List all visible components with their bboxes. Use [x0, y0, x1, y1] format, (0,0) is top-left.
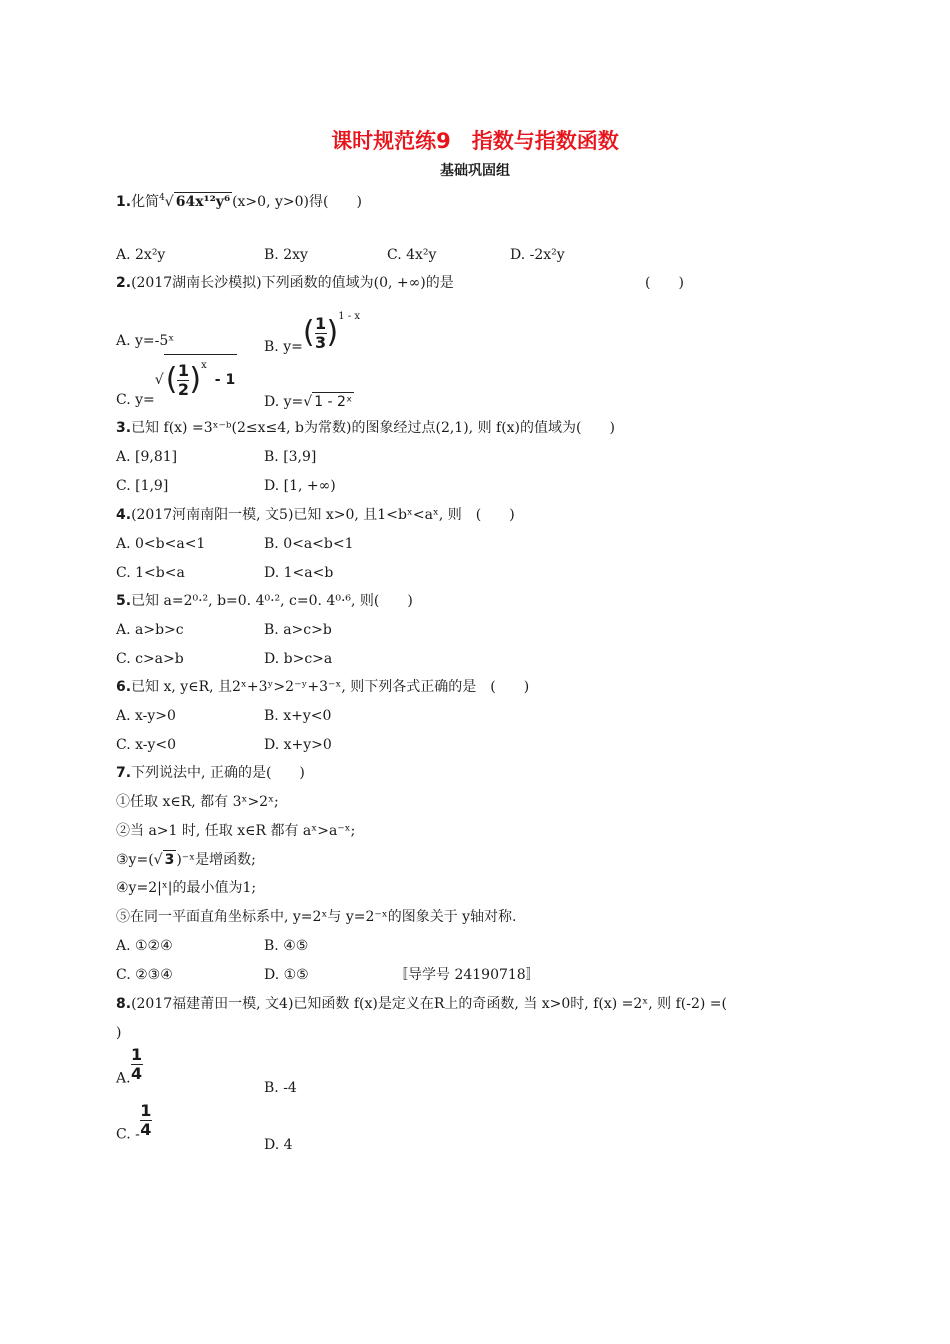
statement-1: ①任取 x∈R, 都有 3ˣ>2ˣ; — [116, 794, 279, 810]
option-d: D. 4 — [264, 1137, 293, 1153]
exponent: 1 - x — [338, 311, 361, 322]
question-number: 8. — [116, 996, 132, 1012]
question-8 — [116, 995, 727, 1013]
option-d: D. -2x²y — [510, 247, 565, 263]
option-label: B. y= — [264, 339, 303, 355]
option-d: D. b>c>a — [264, 651, 333, 667]
option-b: B. x+y<0 — [264, 708, 332, 724]
option-b: B. y=( $\frac{1}{3}$ )$^{1 - x}$ — [264, 311, 361, 355]
root-index: 4 — [159, 193, 165, 203]
answer-paren: ( ) — [645, 275, 684, 291]
question-number: 1. — [116, 194, 132, 210]
page-title: 课时规范练9 指数与指数函数 — [331, 129, 619, 153]
option-a: A. 0<b<a<1 — [116, 536, 206, 552]
option-c: C. [1,9] — [116, 478, 169, 494]
question-text: 已知 f(x) =3ˣ⁻ᵇ(2≤x≤4, b为常数)的图象经过点(2,1), 则 f(x)的值域为( ) — [131, 420, 615, 436]
fraction: $\frac{1}{4}$ — [140, 1101, 152, 1139]
question-number: 4. — [116, 507, 132, 523]
option-c: C. 1<b<a — [116, 565, 185, 581]
option-d: D. x+y>0 — [264, 737, 332, 753]
radicand: 1 - 2ˣ — [314, 394, 353, 410]
question-4 — [116, 506, 515, 524]
option-label: C. y= — [116, 392, 155, 408]
condition-text: (x>0, y>0)得( ) — [232, 194, 362, 210]
question-6 — [116, 678, 529, 696]
question-1: 1.化简$^4$√ 64x¹²y⁶ (x>0, y>0)得( ) — [116, 193, 362, 210]
option-d: D. [1, +∞) — [264, 478, 336, 494]
question-text: (2017湖南长沙模拟)下列函数的值域为(0, +∞)的是 — [131, 275, 454, 291]
option-d: D. y=√ 1 - 2ˣ — [264, 394, 353, 410]
question-number: 6. — [116, 679, 132, 695]
question-text: 已知 x, y∈R, 且2ˣ+3ʸ>2⁻ʸ+3⁻ˣ, 则下列各式正确的是 ( ) — [131, 679, 530, 695]
fraction: $\frac{1}{4}$ — [130, 1045, 143, 1083]
option-b: B. 2xy — [264, 247, 308, 263]
question-8-continued: ) — [116, 1025, 122, 1041]
fraction: $\frac{1}{3}$ — [314, 313, 327, 352]
section-heading: 基础巩固组 — [440, 163, 510, 179]
reference-number: 〚导学号 24190718〛 — [394, 967, 540, 983]
option-c: C. - $\frac{1}{4}$ — [116, 1101, 152, 1143]
question-2 — [116, 274, 454, 292]
question-text: 化简 — [131, 194, 160, 210]
radicand: 64x¹²y⁶ — [175, 194, 231, 210]
option-d: D. 1<a<b — [264, 565, 334, 581]
option-c: C. y=√( $\frac{1}{2}$ )$^x$- 1 — [116, 354, 237, 410]
option-c: C. ②③④ — [116, 967, 173, 983]
question-text: 下列说法中, 正确的是( ) — [131, 765, 305, 781]
question-number: 5. — [116, 593, 132, 609]
option-c: C. c>a>b — [116, 651, 184, 667]
option-a: A. $\frac{1}{4}$ — [116, 1045, 143, 1087]
statement-3: ③y=(√ 3 )⁻ˣ是增函数; — [116, 852, 256, 868]
option-b: B. -4 — [264, 1080, 297, 1096]
option-b: B. [3,9] — [264, 449, 317, 465]
question-7 — [116, 764, 305, 782]
option-b: B. ④⑤ — [264, 938, 309, 954]
question-5 — [116, 592, 413, 610]
radicand: ( $\frac{1}{2}$ )$^x$- 1 — [164, 354, 238, 399]
question-text: (2017福建莆田一模, 文4)已知函数 f(x)是定义在R上的奇函数, 当 x>0时, f(x) =2ˣ, 则 f(-2) =( — [131, 996, 727, 1012]
option-c: C. x-y<0 — [116, 737, 177, 753]
statement-4: ④y=2|ˣ|的最小值为1; — [116, 880, 257, 896]
option-a: A. x-y>0 — [116, 708, 176, 724]
statement-5: ⑤在同一平面直角坐标系中, y=2ˣ与 y=2⁻ˣ的图象关于 y轴对称. — [116, 909, 517, 925]
option-a: A. [9,81] — [116, 449, 178, 465]
question-number: 2. — [116, 275, 132, 291]
option-b: B. a>c>b — [264, 622, 332, 638]
option-a: A. y=-5ˣ — [116, 333, 175, 349]
question-3 — [116, 419, 615, 437]
option-a: A. a>b>c — [116, 622, 184, 638]
question-text: (2017河南南阳一模, 文5)已知 x>0, 且1<bˣ<aˣ, 则 ( ) — [131, 507, 515, 523]
statement-2: ②当 a>1 时, 任取 x∈R 都有 aˣ>a⁻ˣ; — [116, 823, 356, 839]
option-b: B. 0<a<b<1 — [264, 536, 354, 552]
question-number: 3. — [116, 420, 132, 436]
option-a: A. 2x²y — [116, 247, 166, 263]
option-c: C. 4x²y — [387, 247, 437, 263]
option-a: A. ①②④ — [116, 938, 173, 954]
option-d: D. ①⑤ — [264, 967, 309, 983]
radicand: 3 — [164, 852, 175, 868]
question-text: 已知 a=2⁰·², b=0. 4⁰·², c=0. 4⁰·⁶, 则( ) — [131, 593, 413, 609]
question-number: 7. — [116, 765, 132, 781]
